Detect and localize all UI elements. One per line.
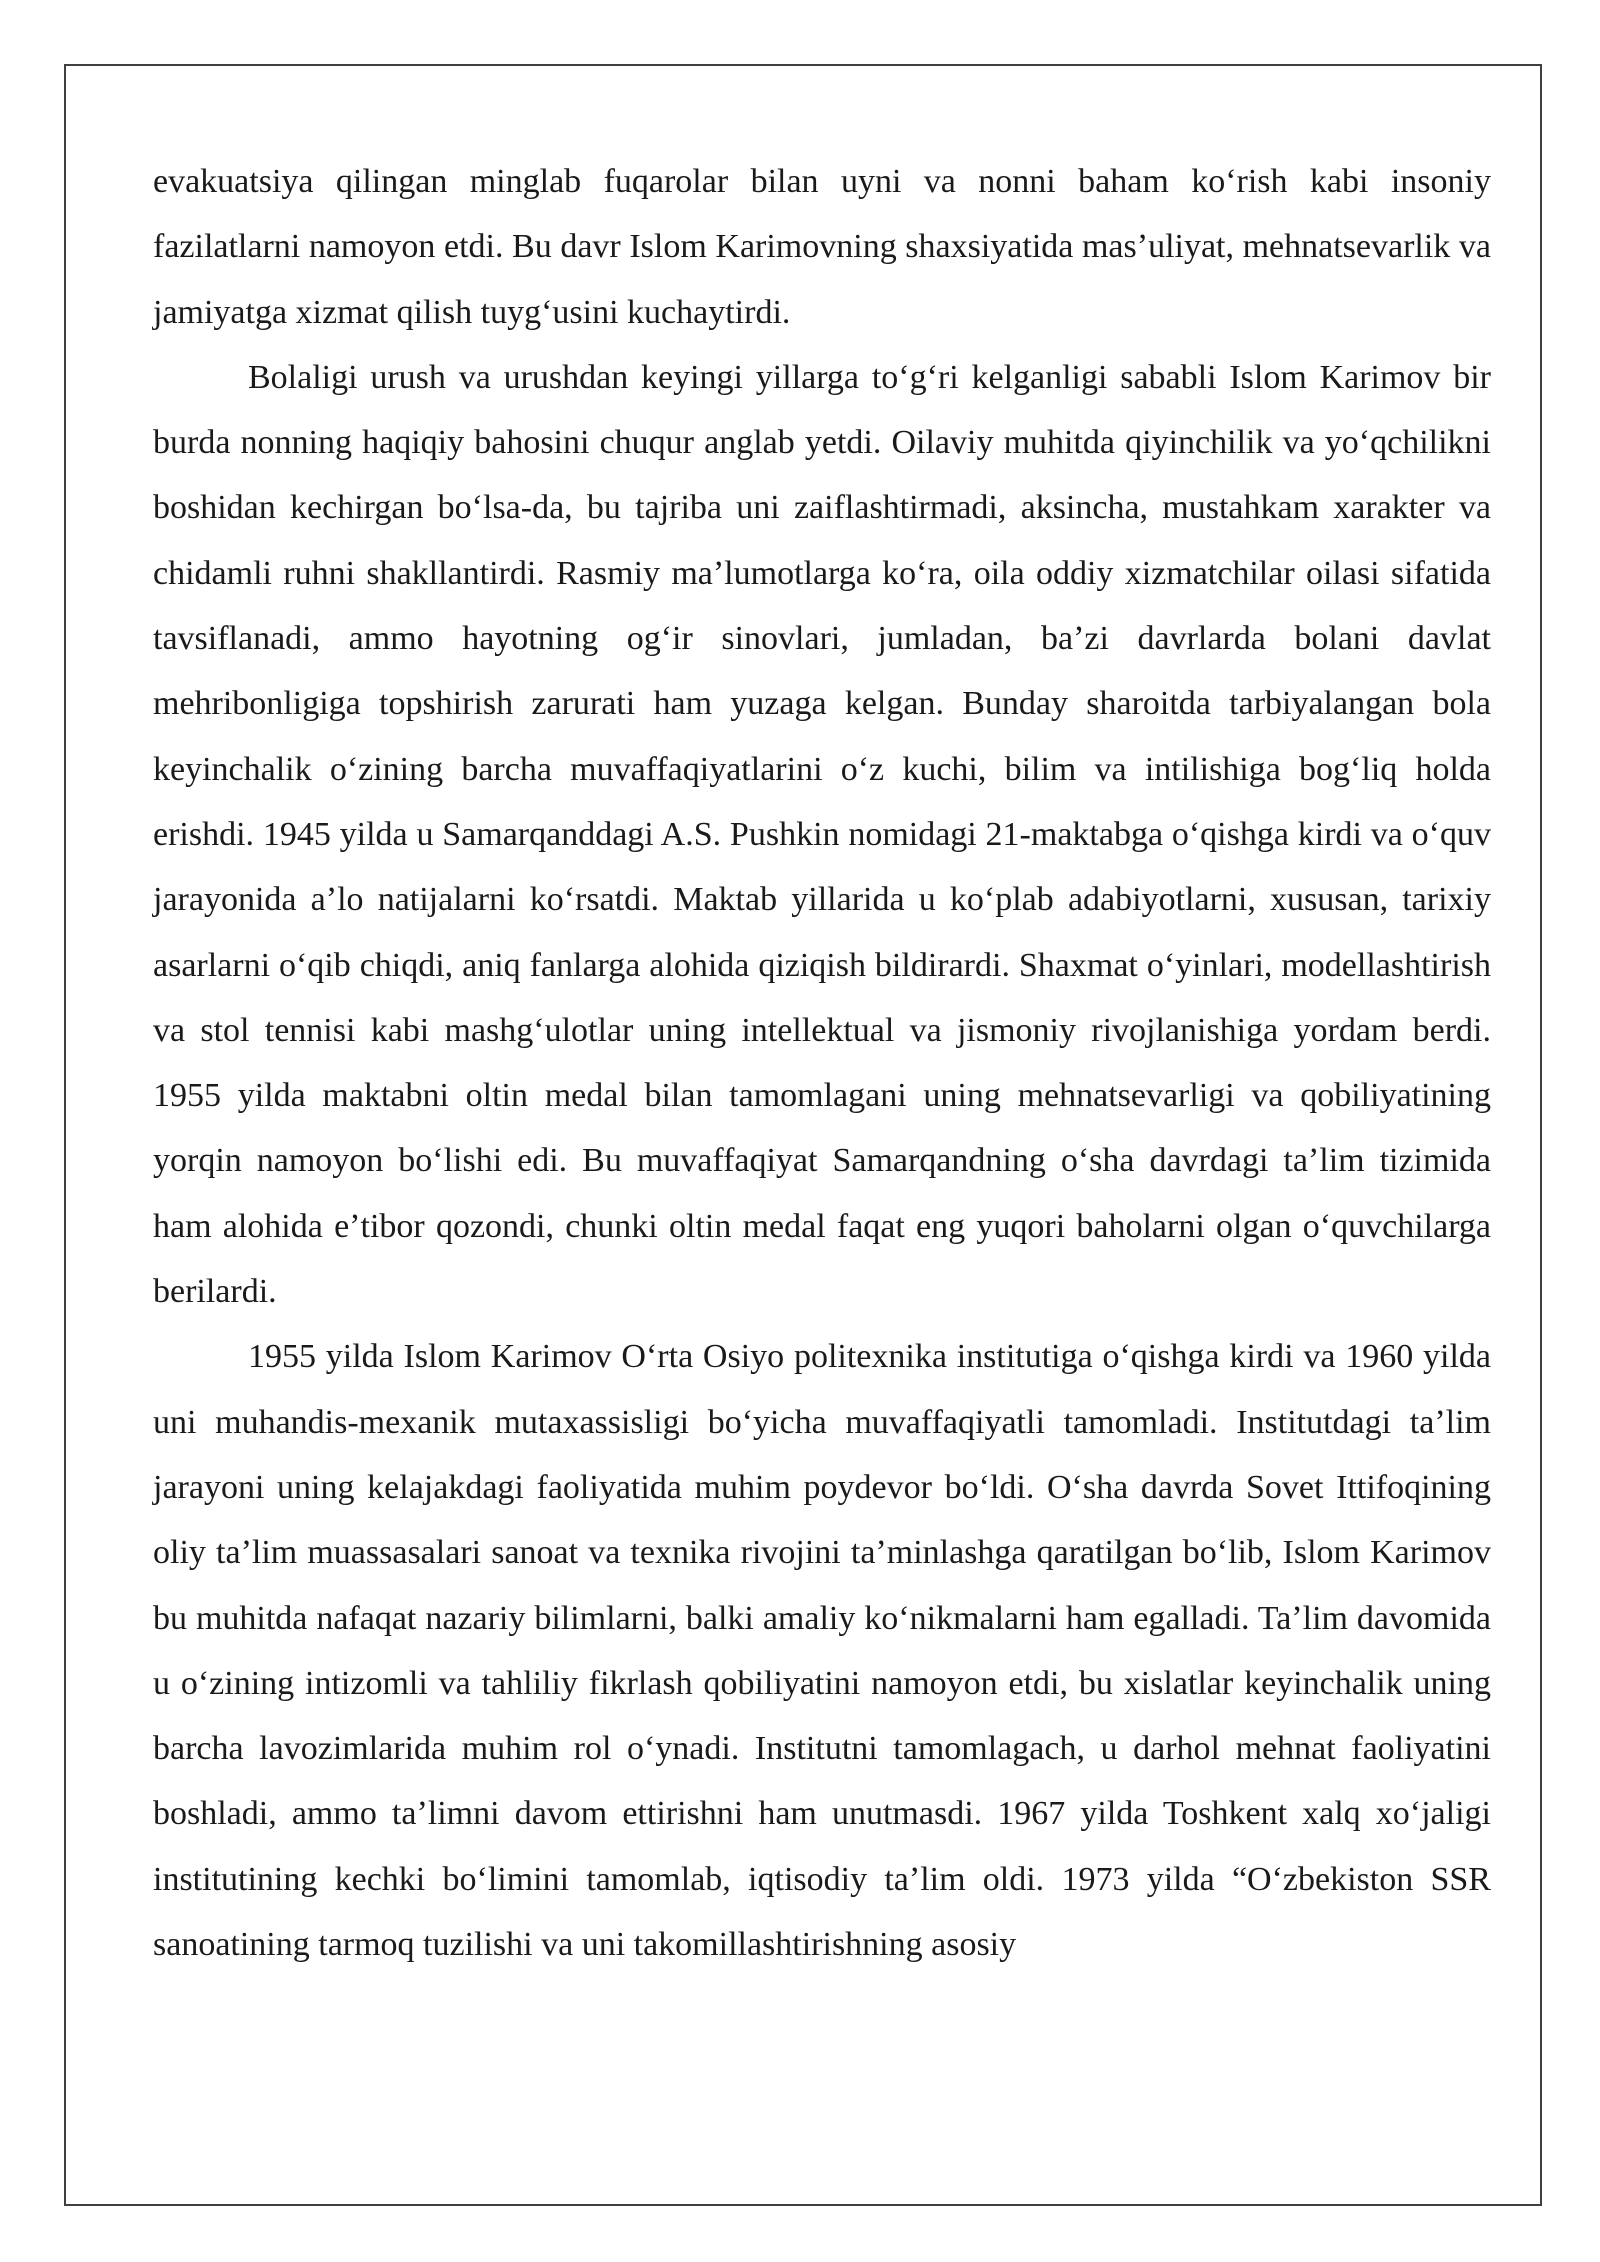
paragraph-1: evakuatsiya qilingan minglab fuqarolar bilan uyni va nonni baham koʻrish kabi insoniy fazilatlarni namoyon etdi. Bu davr Islom Karimovning shaxsiyatida masʼuliyat, mehnatsevarlik va jamiyatga xizmat qilish tuygʻusini kuchaytirdi. <box>153 163 1491 331</box>
document-body <box>153 149 1491 1977</box>
paragraph-3: 1955 yilda Islom Karimov Oʻrta Osiyo politexnika institutiga oʻqishga kirdi va 1960 yilda uni muhandis-mexanik mutaxassisligi boʻyicha muvaffaqiyatli tamomladi. Institutdagi taʼlim jarayoni uning kelajakdagi faoliyatida muhim poydevor boʻldi. Oʻsha davrda Sovet Ittifoqining oliy taʼlim muassasalari sanoat va texnika rivojini taʼminlashga qaratilgan boʻlib, Islom Karimov bu muhitda nafaqat nazariy bilimlarni, balki amaliy koʻnikmalarni ham egalladi. Taʼlim davomida u oʻzining intizomli va tahliliy fikrlash qobiliyatini namoyon etdi, bu xislatlar keyinchalik uning barcha lavozimlarida muhim rol oʻynadi. Institutni tamomlagach, u darhol mehnat faoliyatini boshladi, ammo taʼlimni davom ettirishni ham unutmasdi. 1967 yilda Toshkent xalq xoʻjaligi institutining kechki boʻlimini tamomlab, iqtisodiy taʼlim oldi. 1973 yilda “Oʻzbekiston SSR sanoatining tarmoq tuzilishi va uni takomillashtirishning asosiy <box>153 1338 1491 1964</box>
paragraph-2: Bolaligi urush va urushdan keyingi yillarga toʻgʻri kelganligi sababli Islom Karimov bir burda nonning haqiqiy bahosini chuqur anglab yetdi. Oilaviy muhitda qiyinchilik va yoʻqchilikni boshidan kechirgan boʻlsa-da, bu tajriba uni zaiflashtirmadi, aksincha, mustahkam xarakter va chidamli ruhni shakllantirdi. Rasmiy maʼlumotlarga koʻra, oila oddiy xizmatchilar oilasi sifatida tavsiflanadi, ammo hayotning ogʻir sinovlari, jumladan, baʼzi davrlarda bolani davlat mehribonligiga topshirish zarurati ham yuzaga kelgan. Bunday sharoitda tarbiyalangan bola keyinchalik oʻzining barcha muvaffaqiyatlarini oʻz kuchi, bilim va intilishiga bogʻliq holda erishdi. 1945 yilda u Samarqanddagi A.S. Pushkin nomidagi 21-maktabga oʻqishga kirdi va oʻquv jarayonida aʼlo natijalarni koʻrsatdi. Maktab yillarida u koʻplab adabiyotlarni, xususan, tarixiy asarlarni oʻqib chiqdi, aniq fanlarga alohida qiziqish bildirardi. Shaxmat oʻyinlari, modellashtirish va stol tennisi kabi mashgʻulotlar uning intellektual va jismoniy rivojlanishiga yordam berdi. 1955 yilda maktabni oltin medal bilan tamomlagani uning mehnatsevarligi va qobiliyatining yorqin namoyon boʻlishi edi. Bu muvaffaqiyat Samarqandning oʻsha davrdagi taʼlim tizimida ham alohida eʼtibor qozondi, chunki oltin medal faqat eng yuqori baholarni olgan oʻquvchilarga berilardi. <box>153 358 1491 1311</box>
